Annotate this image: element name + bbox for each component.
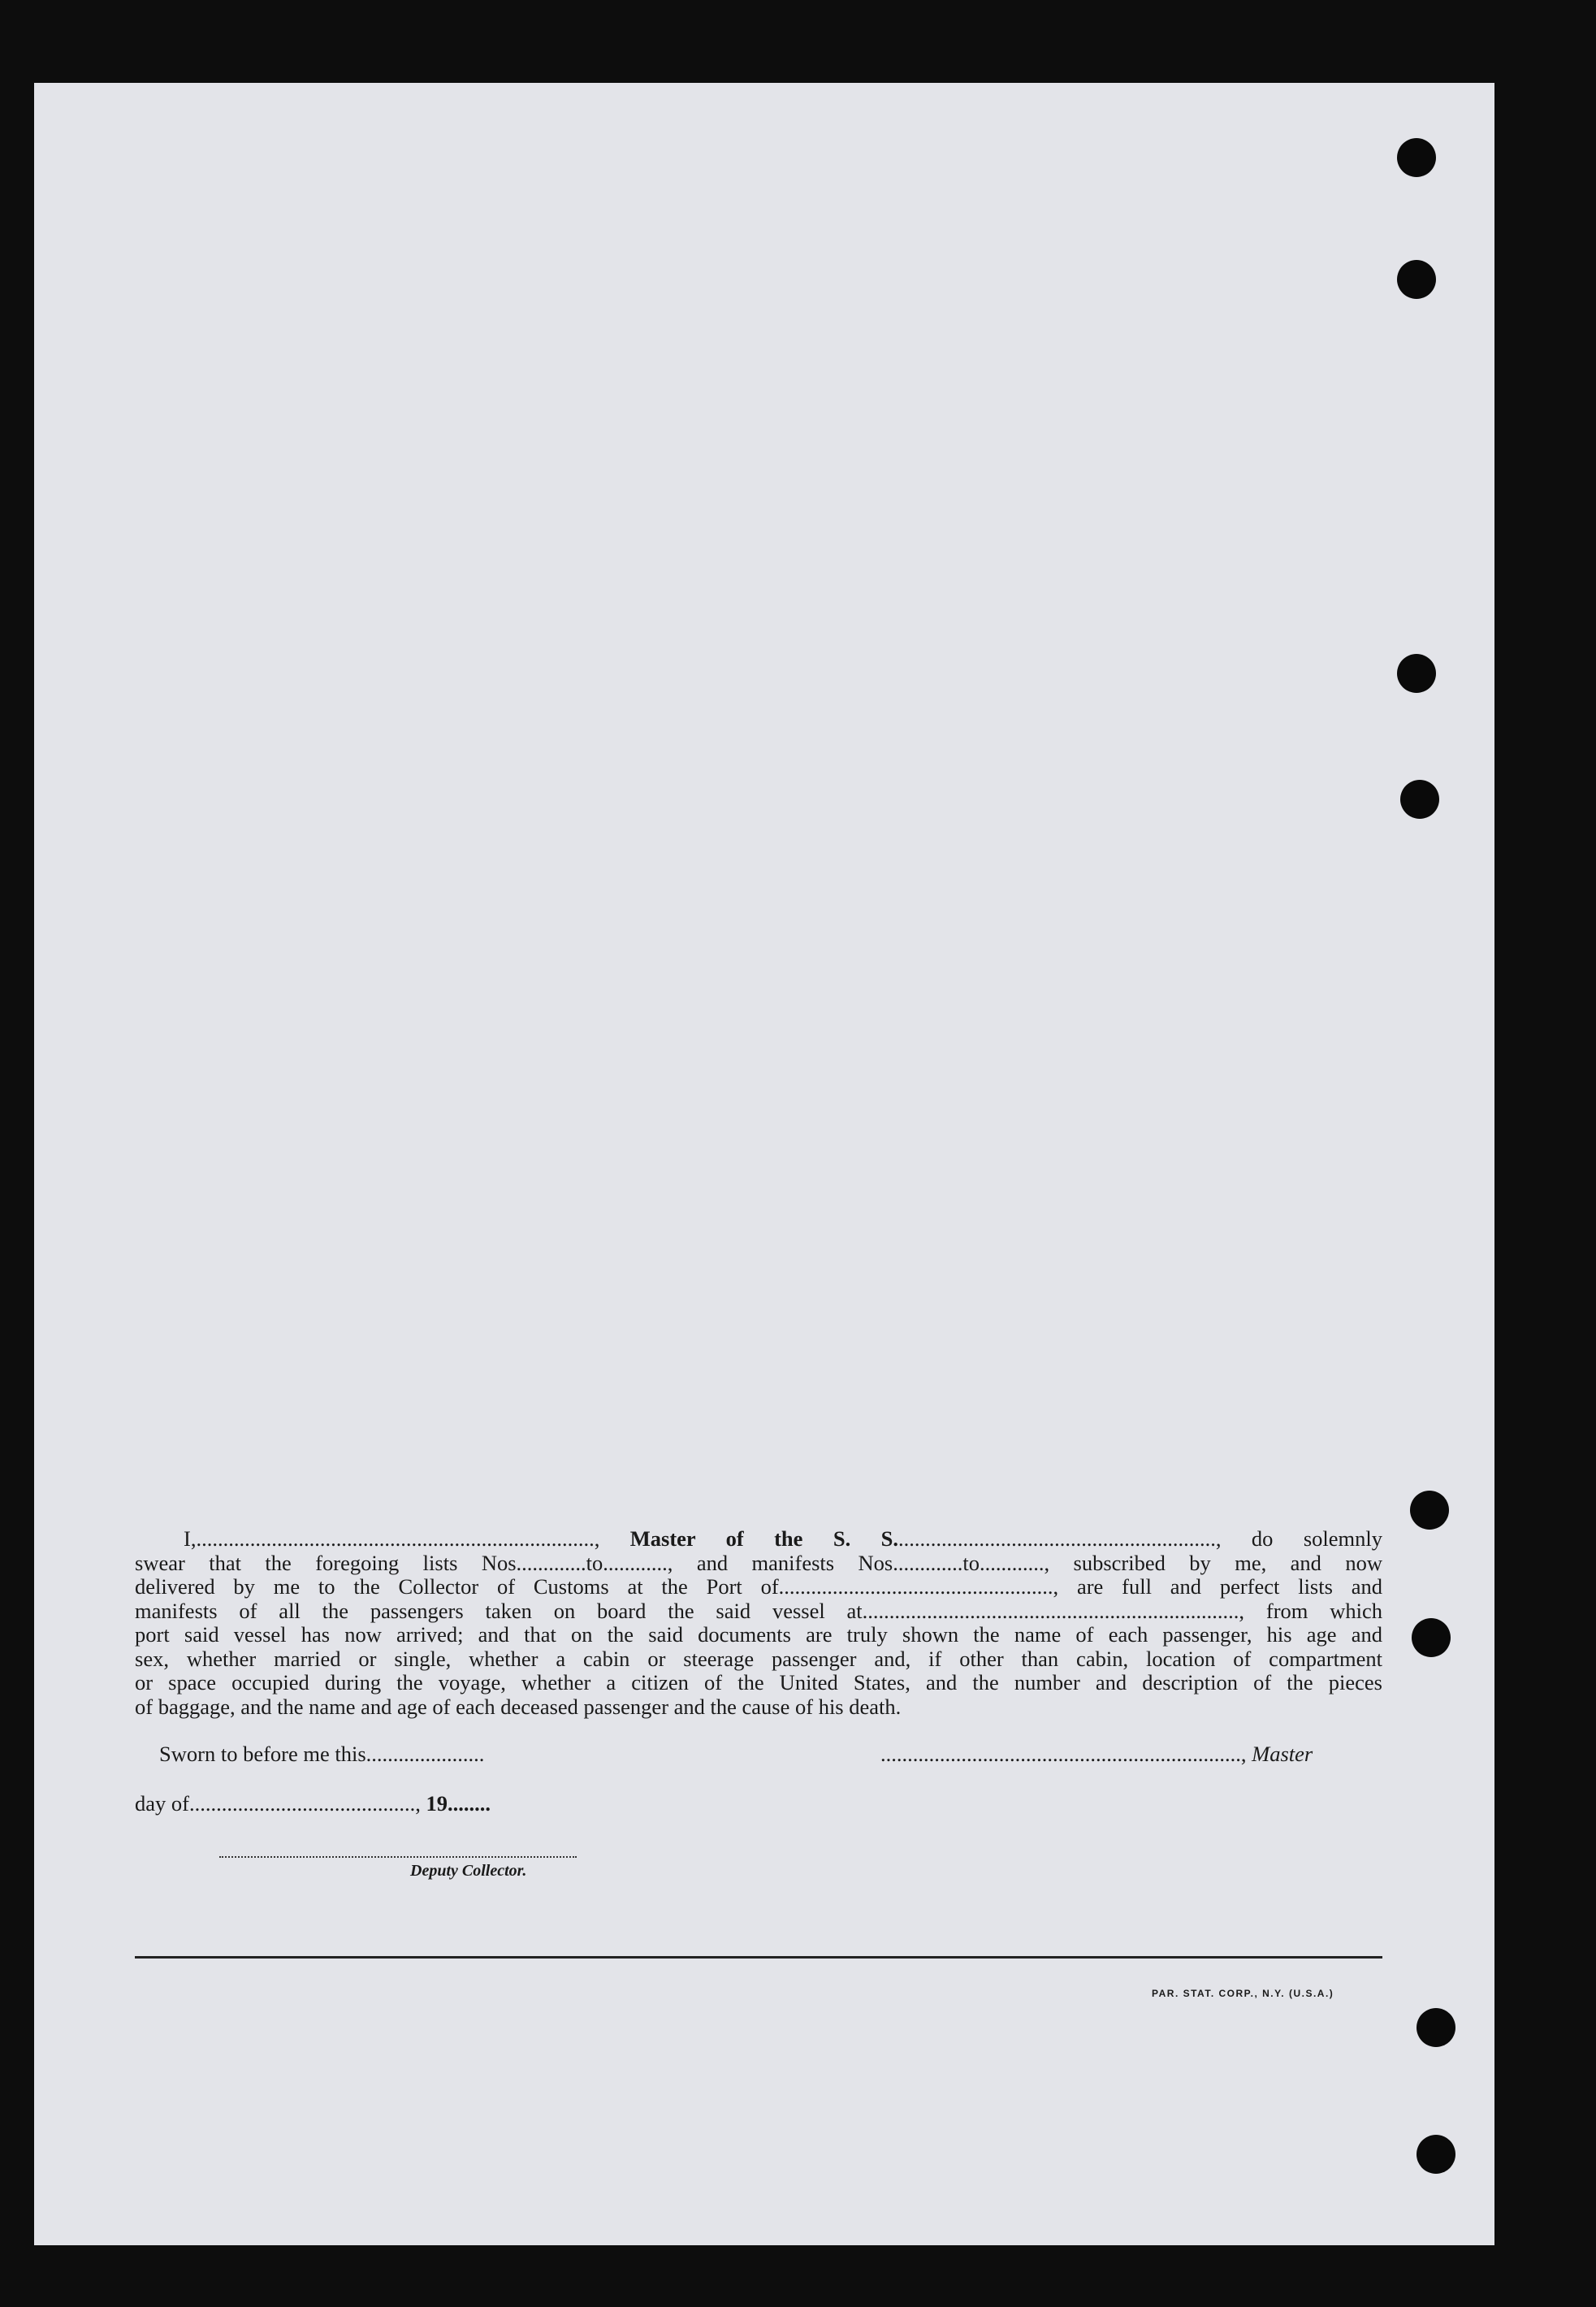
oath-line: delivered by me to the Collector of Customs at the Port of..................................................., are full and perfect lists and <box>135 1574 1382 1599</box>
master-signature-dots: ..................................................................., <box>880 1742 1247 1766</box>
punch-hole <box>1397 138 1436 177</box>
deputy-collector-label: Deputy Collector. <box>410 1862 527 1880</box>
day-of-line <box>135 1791 491 1816</box>
oath-line <box>135 1527 1382 1552</box>
punch-hole <box>1397 260 1436 299</box>
punch-hole <box>1412 1618 1451 1657</box>
punch-hole <box>1400 780 1439 819</box>
sworn-line: Sworn to before me this...................... <box>159 1742 485 1766</box>
day-of-dots: .........................................., <box>188 1791 421 1816</box>
oath-line: or space occupied during the voyage, whether a citizen of the United States, and the number and description of the pieces <box>135 1670 1382 1695</box>
oath-text: ..........................................................., do solemnly <box>898 1526 1382 1551</box>
oath-line: manifests of all the passengers taken on board the said vessel at......................................................................, from which <box>135 1598 1382 1623</box>
printer-imprint: PAR. STAT. CORP., N.Y. (U.S.A.) <box>1152 1988 1334 1999</box>
punch-hole <box>1397 654 1436 693</box>
punch-hole <box>1417 2008 1455 2047</box>
day-of-label: day of <box>135 1791 189 1816</box>
oath-text: I,.........................................................................., <box>184 1526 600 1551</box>
document-page <box>34 83 1494 2245</box>
oath-line: swear that the foregoing lists Nos.............to............, and manifests Nos.............to............, subscribed by me, and now <box>135 1550 1382 1575</box>
footer-divider <box>135 1956 1382 1959</box>
oath-line: of baggage, and the name and age of each deceased passenger and the cause of his death. <box>135 1694 902 1719</box>
year-prefix: 19........ <box>426 1791 491 1816</box>
oath-line: port said vessel has now arrived; and that on the said documents are truly shown the name of each passenger, his age and <box>135 1622 1382 1647</box>
master-of-ss-label: Master of the S. S. <box>629 1526 898 1551</box>
deputy-signature-line <box>219 1856 577 1858</box>
master-signature-line <box>880 1742 1313 1767</box>
punch-hole <box>1417 2135 1455 2174</box>
punch-hole <box>1410 1491 1449 1530</box>
master-oath-paragraph <box>135 1527 1382 1719</box>
oath-line: sex, whether married or single, whether a cabin or steerage passenger and, if other than cabin, location of compartment <box>135 1646 1382 1671</box>
master-label: Master <box>1252 1742 1313 1766</box>
